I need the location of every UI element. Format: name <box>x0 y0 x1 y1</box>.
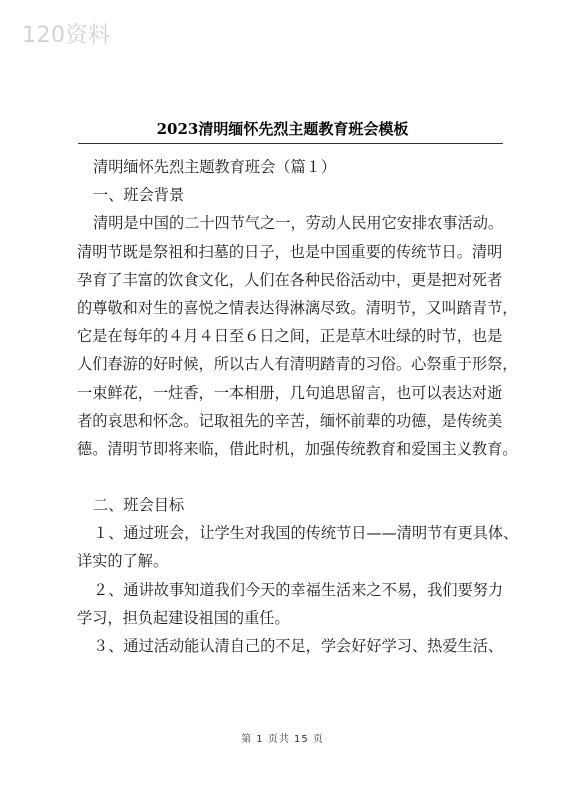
list-item: １、通过班会，让学生对我国的传统节日——清明节有更具体、 <box>93 524 519 543</box>
document-body <box>77 153 519 660</box>
paragraph-line: 人们春游的好时候，所以古人有清明踏青的习俗。心祭重于形祭， <box>77 355 518 374</box>
list-item-continuation: 详实的了解。 <box>77 552 169 571</box>
paragraph-line: 清明是中国的二十四节气之一，劳动人民用它安排农事活动。 <box>93 214 504 233</box>
section-heading: 一、班会背景 <box>93 186 185 205</box>
paragraph-line: 它是在每年的４月４日至６日之间，正是草木吐绿的时节，也是 <box>77 327 503 346</box>
paragraph-line: 德。清明节即将来临，借此时机，加强传统教育和爱国主义教育。 <box>77 439 518 458</box>
page-number-footer: 第 1 页共 15 页 <box>241 734 324 745</box>
paragraph-line: 者的哀思和怀念。记取祖先的辛苦，缅怀前辈的功德，是传统美 <box>77 411 503 430</box>
paragraph-line: 孕育了丰富的饮食文化，人们在各种民俗活动中，更是把对死者 <box>77 270 503 289</box>
title-divider <box>78 143 503 144</box>
document-subtitle: 清明缅怀先烈主题教育班会（篇１） <box>93 158 336 176</box>
document-title: 2023清明缅怀先烈主题教育班会模板 <box>156 120 409 138</box>
paragraph-line: 的尊敬和对生的喜悦之情表达得淋漓尽致。清明节，又叫踏青节， <box>77 298 518 317</box>
list-item: ２、通讲故事知道我们今天的幸福生活来之不易，我们要努力 <box>93 580 504 599</box>
list-item: ３、通过活动能认清自己的不足，学会好好学习、热爱生活、 <box>93 637 504 655</box>
paragraph-line: 清明节既是祭祖和扫墓的日子，也是中国重要的传统节日。清明 <box>77 242 503 261</box>
watermark: 120资料 <box>22 23 111 48</box>
section-heading: 二、班会目标 <box>93 496 185 515</box>
list-item-continuation: 学习，担负起建设祖国的重任。 <box>77 608 290 627</box>
paragraph-line: 一束鲜花，一炷香，一本相册，几句追思留言，也可以表达对逝 <box>77 383 503 402</box>
paragraph-gap <box>77 463 515 491</box>
